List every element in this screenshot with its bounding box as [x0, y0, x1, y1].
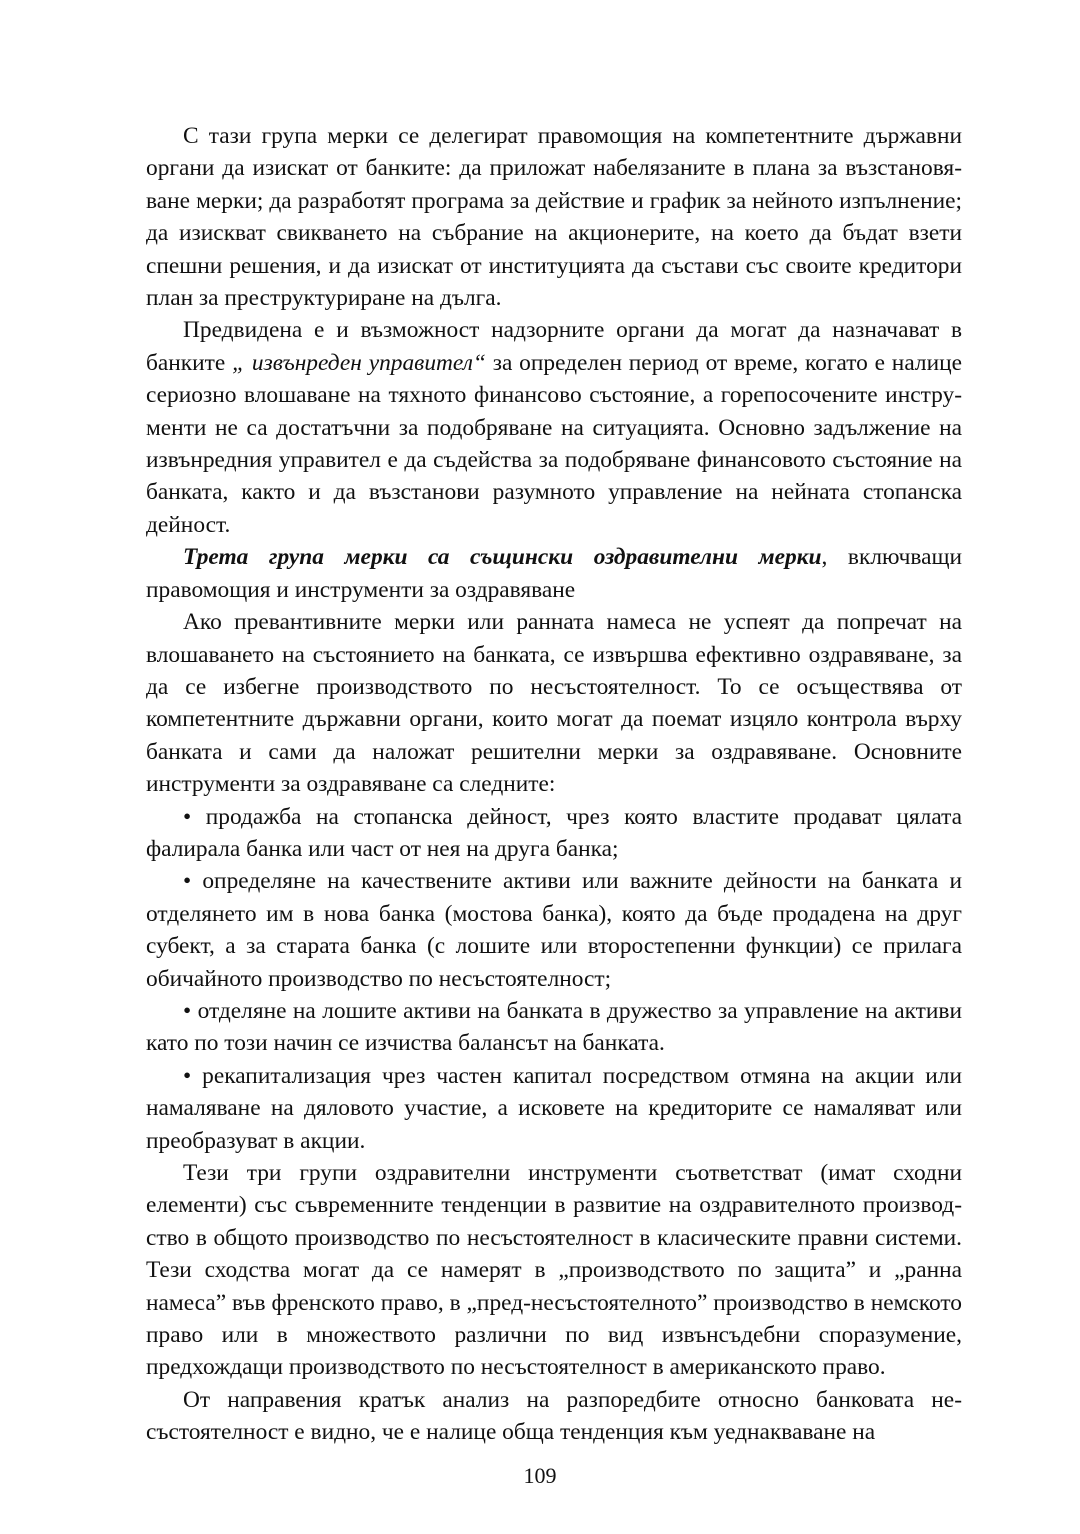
list-item-recapitalization: • рекапитализация чрез частен капитал посредством отмяна на акции или намаляване на дяловото участие, а исковете на кредиторите се намаляват или преобразуват в акции. [146, 1062, 962, 1154]
paragraph-extraordinary-manager-lead: Предвидена е и възможност надзорните органи да могат да назначават в банките [146, 317, 962, 376]
page-number: 109 [523, 1463, 557, 1488]
paragraph-effective-resolution: Ако превантивните мерки или ранната намеса не успеят да попречат на влошаването на състоянието на банката, се извършва ефективно оздравяване, за да се избегне производството по несъстоятелност. То се осъществява от компетентните държавни органи, които могат да поемат изцяло контрола върху банката и сами да наложат решителни мерки за оздравяване. Основните инструменти за оздравяване са следните: [146, 609, 962, 798]
paragraph-extraordinary-manager-rest: за определен период от време, когато е налице сериозно влошаване на тяхното финансово състояние, а горепосочените инструменти не са достатъчни за подобряване на ситуацията. Основно задължение на извънредния управител е да съдейства за подобряване финансовото състояние на банката, както и да възстанови разумното управление на нейната стопанска дейност. [146, 349, 963, 538]
paragraph-third-group-heading [146, 541, 962, 606]
list-item-asset-separation: • отделяне на лошите активи на банката в дружество за управление на активи като по този начин се изчиства балансът на банката. [146, 997, 962, 1057]
page-body [146, 120, 962, 1449]
list-item-bridge-bank: • определяне на качествените активи или важните дейности на банката и отделянето им в нова банка (мостова банка), която да бъде продадена на друг субект, а за старата банка (с лошите или второстепенни функции) се прилага обичайното производство по несъстоятелност; [146, 868, 962, 992]
paragraph-extraordinary-manager [146, 314, 962, 541]
third-group-heading-emphasis: Трета група мерки са същински оздравителни мерки [183, 544, 822, 571]
paragraph-delegated-powers: С тази група мерки се делегират правомощия на компетентните държавни органи да изискат от банките: да приложат набелязаните в плана за възстановяване мерки; да разработят програма за действие и график за нейното изпълнение; да изискват свикването на събрание на акционерите, на което да бъдат взети спешни решения, и да изискат от институцията да състави със своите кредитори план за преструктуриране на дълга. [146, 123, 962, 312]
third-group-heading-rest: , включващи правомощия и инструменти за оздравяване [146, 544, 963, 603]
extraordinary-manager-term: „ извънреден управител“ [232, 349, 486, 376]
paragraph-conclusion-start: От направения кратък анализ на разпоредбите относно банковата несъстоятелност е видно, че е налице обща тенденция към уеднакваване на [146, 1386, 962, 1446]
paragraph-three-groups-comparison: Тези три групи оздравителни инструменти съответстват (имат сходни елементи) със съвременните тенденции в развитие на оздравителното производство в общото производство по несъстоятелност в класическите правни системи. Тези сходства могат да се намерят в „производството по защита” и „ранна намеса” във френското право, в „пред-несъстоятелното” производство в немското право или в множеството различни по вид извънсъдебни споразумение, предхождащи производството по несъстоятелност в американското право. [146, 1160, 962, 1381]
list-item-sale-of-business: • продажба на стопанска дейност, чрез която властите продават цялата фалирала банка или част от нея на друга банка; [146, 803, 962, 862]
